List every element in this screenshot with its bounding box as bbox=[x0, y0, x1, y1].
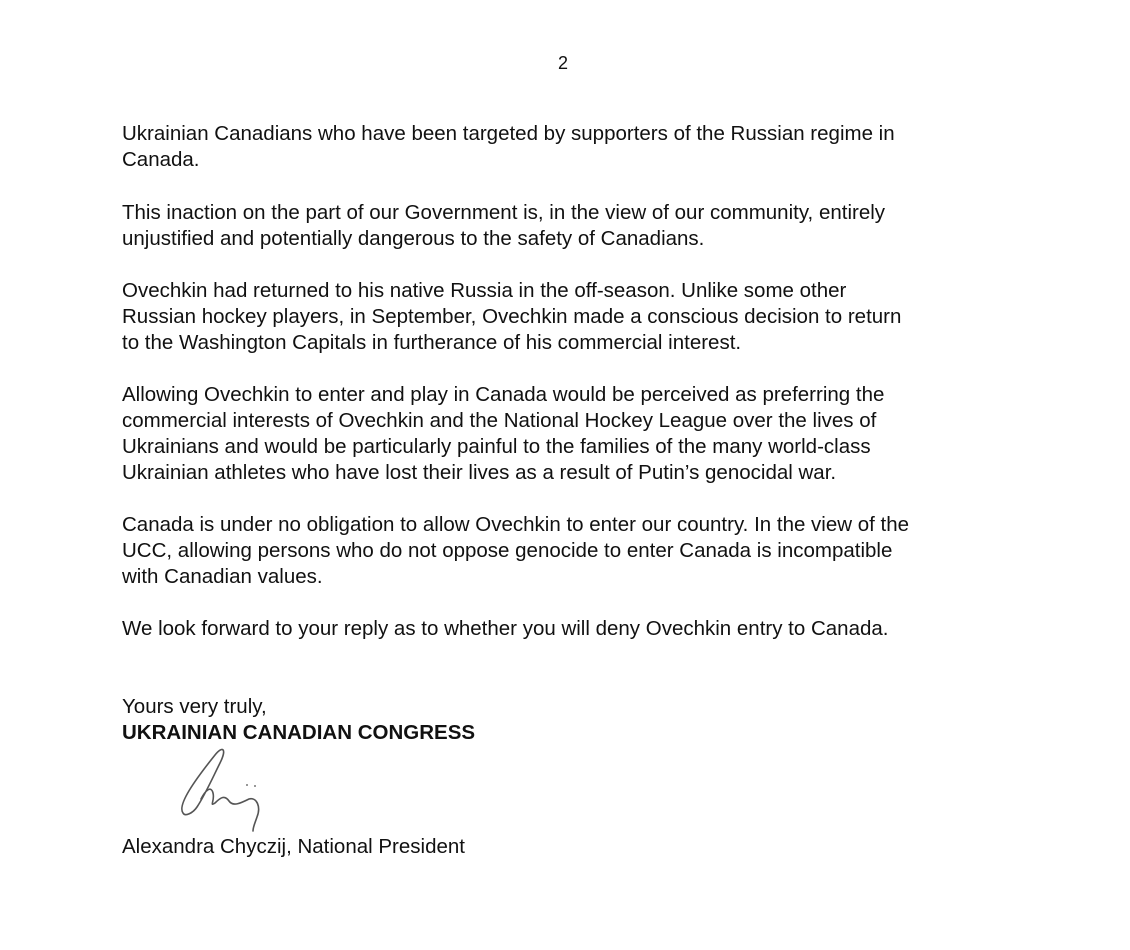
text-line: Canada. bbox=[122, 148, 200, 171]
signatory: Alexandra Chyczij, National President bbox=[122, 835, 465, 858]
paragraph-6 bbox=[122, 616, 1022, 642]
text-line: Ovechkin had returned to his native Russia in the off-season. Unlike some other bbox=[122, 279, 847, 302]
salutation: Yours very truly, bbox=[122, 695, 267, 718]
paragraph-2 bbox=[122, 200, 1022, 252]
text-line: Ukrainians and would be particularly painful to the families of the many world-class bbox=[122, 435, 871, 458]
text-line: Allowing Ovechkin to enter and play in Canada would be perceived as preferring the bbox=[122, 383, 885, 406]
paragraph-1 bbox=[122, 121, 1022, 173]
text-line: We look forward to your reply as to whether you will deny Ovechkin entry to Canada. bbox=[122, 617, 889, 640]
text-line: to the Washington Capitals in furtherance of his commercial interest. bbox=[122, 331, 742, 354]
text-line: commercial interests of Ovechkin and the National Hockey League over the lives of bbox=[122, 409, 877, 432]
text-line: Canada is under no obligation to allow Ovechkin to enter our country. In the view of the bbox=[122, 513, 910, 536]
text-line: UCC, allowing persons who do not oppose genocide to enter Canada is incompatible bbox=[122, 539, 893, 562]
text-line: unjustified and potentially dangerous to the safety of Canadians. bbox=[122, 227, 705, 250]
paragraph-4 bbox=[122, 382, 1022, 486]
paragraph-5 bbox=[122, 512, 1022, 590]
text-line: with Canadian values. bbox=[122, 565, 323, 588]
text-line: Russian hockey players, in September, Ovechkin made a conscious decision to return bbox=[122, 305, 902, 328]
page-number: 2 bbox=[557, 53, 568, 73]
text-line: Ukrainian Canadians who have been targeted by supporters of the Russian regime in bbox=[122, 122, 895, 145]
text-line: Ukrainian athletes who have lost their lives as a result of Putin’s genocidal war. bbox=[122, 461, 837, 484]
text-line: This inaction on the part of our Government is, in the view of our community, entirely bbox=[122, 201, 886, 224]
organization-name: UKRAINIAN CANADIAN CONGRESS bbox=[122, 721, 476, 744]
paragraph-3 bbox=[122, 278, 1022, 356]
signature-icon bbox=[175, 745, 270, 833]
